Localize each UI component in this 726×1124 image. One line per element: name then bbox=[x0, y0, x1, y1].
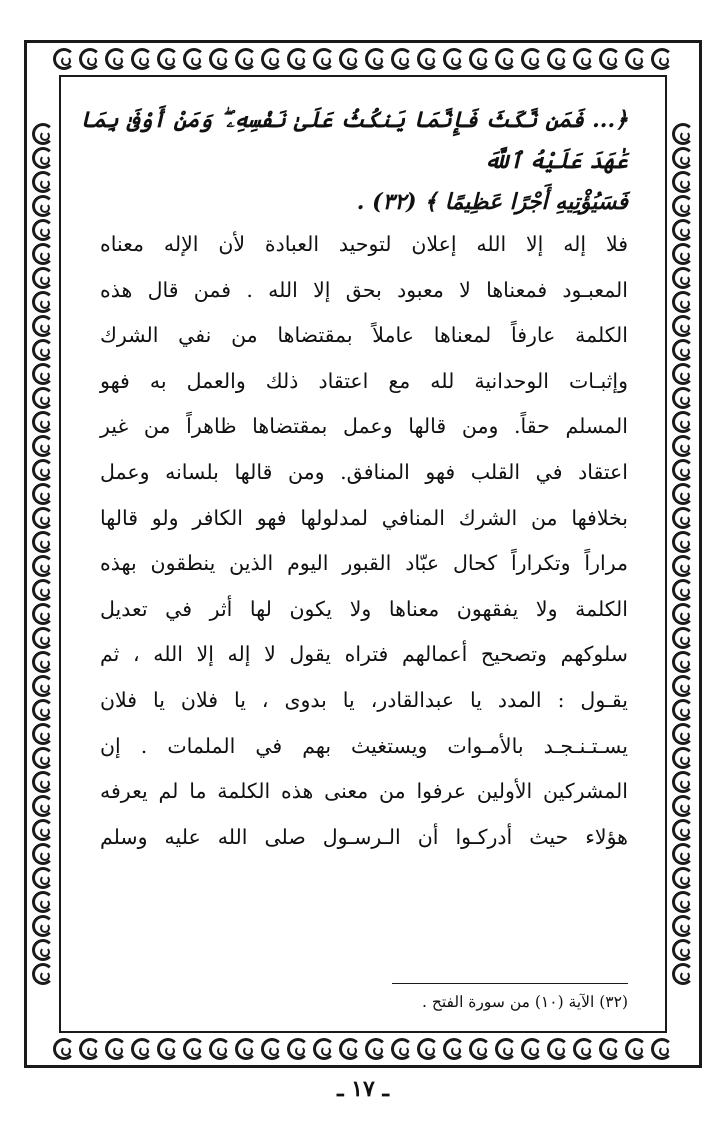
border-ornament-icon bbox=[672, 723, 694, 745]
body-line: سلوكهم وتصحيح أعمالهم فتراه يقول لا إله إلا الله ، ثم bbox=[100, 642, 628, 667]
border-ornament-icon bbox=[32, 291, 54, 313]
border-ornament-icon bbox=[672, 795, 694, 817]
border-ornament-icon bbox=[32, 843, 54, 865]
border-ornament-icon bbox=[32, 243, 54, 265]
border-ornament-icon bbox=[32, 675, 54, 697]
border-ornament-icon bbox=[672, 435, 694, 457]
border-ornament-icon bbox=[573, 1038, 595, 1060]
border-ornament-icon bbox=[417, 48, 439, 70]
border-ornament-icon bbox=[32, 339, 54, 361]
border-ornament-icon bbox=[32, 795, 54, 817]
border-ornament-icon bbox=[672, 123, 694, 145]
border-ornament-icon bbox=[313, 48, 335, 70]
border-top-band bbox=[27, 43, 699, 75]
border-ornament-icon bbox=[209, 1038, 231, 1060]
border-ornament-icon bbox=[672, 963, 694, 985]
border-bottom-band bbox=[27, 1033, 699, 1065]
border-ornament-icon bbox=[235, 1038, 257, 1060]
border-ornament-icon bbox=[672, 747, 694, 769]
border-ornament-icon bbox=[672, 555, 694, 577]
border-ornament-icon bbox=[339, 1038, 361, 1060]
border-ornament-icon bbox=[32, 171, 54, 193]
border-ornament-icon bbox=[672, 387, 694, 409]
border-ornament-icon bbox=[105, 48, 127, 70]
body-line: المعبـود فمعناها لا معبود بحق إلا الله . فمن قال هذه bbox=[100, 277, 628, 302]
border-ornament-icon bbox=[287, 1038, 309, 1060]
border-ornament-icon bbox=[32, 819, 54, 841]
border-ornament-icon bbox=[625, 48, 647, 70]
border-ornament-icon bbox=[32, 123, 54, 145]
border-ornament-icon bbox=[599, 1038, 621, 1060]
border-ornament-icon bbox=[672, 891, 694, 913]
border-ornament-icon bbox=[651, 1038, 673, 1060]
border-ornament-icon bbox=[672, 507, 694, 529]
border-ornament-icon bbox=[32, 579, 54, 601]
border-ornament-icon bbox=[287, 48, 309, 70]
border-ornament-icon bbox=[32, 411, 54, 433]
border-ornament-icon bbox=[672, 195, 694, 217]
border-ornament-icon bbox=[672, 243, 694, 265]
border-ornament-icon bbox=[32, 555, 54, 577]
border-ornament-icon bbox=[672, 363, 694, 385]
body-line: بخلافها من الشرك المنافي لمدلولها فهو الكافر ولو قالها bbox=[100, 505, 628, 530]
verse-line-1: ﴿... فَمَن نَّكَثَ فَإِنَّمَا يَنكُثُ عَلَىٰ نَفْسِهِۦ ۖ وَمَنْ أَوْفَىٰ بِمَا عَٰهَدَ عَلَيْهُ ٱللَّهَ bbox=[80, 107, 628, 174]
border-ornament-icon bbox=[672, 171, 694, 193]
border-ornament-icon bbox=[235, 48, 257, 70]
quran-verse bbox=[80, 100, 628, 223]
verse-line-2: فَسَيُؤْتِيهِ أَجْرًا عَظِيمًا ﴾ (٣٢) . bbox=[356, 189, 628, 215]
border-ornament-icon bbox=[32, 531, 54, 553]
border-ornament-icon bbox=[53, 1038, 75, 1060]
border-ornament-icon bbox=[32, 963, 54, 985]
border-ornament-icon bbox=[32, 723, 54, 745]
border-left-band bbox=[27, 75, 59, 1033]
border-ornament-icon bbox=[32, 435, 54, 457]
border-ornament-icon bbox=[672, 531, 694, 553]
border-ornament-icon bbox=[32, 363, 54, 385]
border-ornament-icon bbox=[547, 1038, 569, 1060]
border-ornament-icon bbox=[79, 48, 101, 70]
border-ornament-icon bbox=[32, 483, 54, 505]
border-ornament-icon bbox=[651, 48, 673, 70]
body-paragraph bbox=[100, 222, 628, 860]
body-line: يسـتـنـجـد بالأمـوات ويستغيث بهم في الملمات . إن bbox=[100, 733, 628, 758]
border-right-band bbox=[667, 75, 699, 1033]
border-ornament-icon bbox=[32, 915, 54, 937]
border-ornament-icon bbox=[32, 747, 54, 769]
border-ornament-icon bbox=[417, 1038, 439, 1060]
border-ornament-icon bbox=[672, 771, 694, 793]
border-ornament-icon bbox=[32, 699, 54, 721]
border-ornament-icon bbox=[32, 891, 54, 913]
border-ornament-icon bbox=[313, 1038, 335, 1060]
border-ornament-icon bbox=[32, 867, 54, 889]
border-ornament-icon bbox=[131, 48, 153, 70]
body-line: المشركين الأولين عرفوا من معنى هذه الكلمة ما لم يعرفه bbox=[100, 779, 628, 804]
border-ornament-icon bbox=[209, 48, 231, 70]
border-ornament-icon bbox=[261, 48, 283, 70]
border-ornament-icon bbox=[672, 675, 694, 697]
border-ornament-icon bbox=[672, 291, 694, 313]
border-ornament-icon bbox=[365, 1038, 387, 1060]
border-ornament-icon bbox=[672, 915, 694, 937]
border-ornament-icon bbox=[53, 48, 75, 70]
border-ornament-icon bbox=[79, 1038, 101, 1060]
border-ornament-icon bbox=[32, 387, 54, 409]
body-line: اعتقاد في القلب فهو المنافق. ومن قالها بلسانه وعمل bbox=[100, 459, 628, 484]
border-ornament-icon bbox=[672, 939, 694, 961]
border-ornament-icon bbox=[261, 1038, 283, 1060]
border-ornament-icon bbox=[32, 603, 54, 625]
border-ornament-icon bbox=[32, 939, 54, 961]
border-ornament-icon bbox=[672, 819, 694, 841]
border-ornament-icon bbox=[672, 627, 694, 649]
border-ornament-icon bbox=[469, 48, 491, 70]
border-ornament-icon bbox=[599, 48, 621, 70]
border-ornament-icon bbox=[157, 1038, 179, 1060]
border-ornament-icon bbox=[547, 48, 569, 70]
body-line: فلا إله إلا الله إعلان لتوحيد العبادة لأن الإله معناه bbox=[100, 232, 628, 256]
border-ornament-icon bbox=[32, 507, 54, 529]
border-ornament-icon bbox=[672, 579, 694, 601]
border-ornament-icon bbox=[32, 195, 54, 217]
body-line: الكلمة ولا يفقهون معناها ولا يكون لها أثر في تعديل bbox=[100, 596, 628, 621]
border-ornament-icon bbox=[521, 48, 543, 70]
border-ornament-icon bbox=[672, 459, 694, 481]
body-line: الكلمة عارفاً لمعناها عاملاً بمقتضاها من نفي الشرك bbox=[100, 323, 628, 348]
border-ornament-icon bbox=[32, 771, 54, 793]
border-ornament-icon bbox=[443, 48, 465, 70]
border-ornament-icon bbox=[157, 48, 179, 70]
border-ornament-icon bbox=[495, 1038, 517, 1060]
body-line: مراراً وتكراراً كحال عبّاد القبور اليوم الذين ينطقون بهذه bbox=[100, 551, 628, 576]
border-ornament-icon bbox=[672, 411, 694, 433]
border-ornament-icon bbox=[443, 1038, 465, 1060]
border-ornament-icon bbox=[32, 219, 54, 241]
border-ornament-icon bbox=[391, 1038, 413, 1060]
border-ornament-icon bbox=[495, 48, 517, 70]
body-line: المسلم حقاً. ومن قالها وعمل بمقتضاها ظاهراً من غير bbox=[100, 414, 628, 439]
border-ornament-icon bbox=[391, 48, 413, 70]
page-number: ـ ١٧ ـ bbox=[337, 1076, 389, 1102]
body-line: يقـول : المدد يا عبدالقادر، يا بدوى ، يا فلان يا فلان bbox=[100, 687, 628, 712]
border-ornament-icon bbox=[672, 315, 694, 337]
border-ornament-icon bbox=[672, 147, 694, 169]
border-ornament-icon bbox=[672, 219, 694, 241]
border-ornament-icon bbox=[365, 48, 387, 70]
border-ornament-icon bbox=[672, 603, 694, 625]
border-ornament-icon bbox=[672, 483, 694, 505]
border-ornament-icon bbox=[32, 267, 54, 289]
border-ornament-icon bbox=[625, 1038, 647, 1060]
border-ornament-icon bbox=[672, 651, 694, 673]
border-ornament-icon bbox=[32, 651, 54, 673]
border-ornament-icon bbox=[672, 267, 694, 289]
footnote: (٣٢) الآية (١٠) من سورة الفتح . bbox=[421, 993, 628, 1011]
border-ornament-icon bbox=[105, 1038, 127, 1060]
footnote-rule bbox=[392, 983, 628, 984]
border-ornament-icon bbox=[183, 1038, 205, 1060]
border-ornament-icon bbox=[32, 459, 54, 481]
border-ornament-icon bbox=[131, 1038, 153, 1060]
border-ornament-icon bbox=[672, 867, 694, 889]
border-ornament-icon bbox=[339, 48, 361, 70]
border-ornament-icon bbox=[32, 627, 54, 649]
border-ornament-icon bbox=[32, 147, 54, 169]
border-ornament-icon bbox=[672, 699, 694, 721]
border-ornament-icon bbox=[469, 1038, 491, 1060]
border-ornament-icon bbox=[521, 1038, 543, 1060]
border-ornament-icon bbox=[672, 339, 694, 361]
body-line: هؤلاء حيث أدركـوا أن الـرسـول صلى الله عليه وسلم bbox=[100, 824, 628, 849]
body-line: وإثبـات الوحدانية لله مع اعتقاد ذلك والعمل به فهو bbox=[100, 368, 628, 393]
border-ornament-icon bbox=[183, 48, 205, 70]
border-ornament-icon bbox=[573, 48, 595, 70]
border-ornament-icon bbox=[672, 843, 694, 865]
border-ornament-icon bbox=[32, 315, 54, 337]
